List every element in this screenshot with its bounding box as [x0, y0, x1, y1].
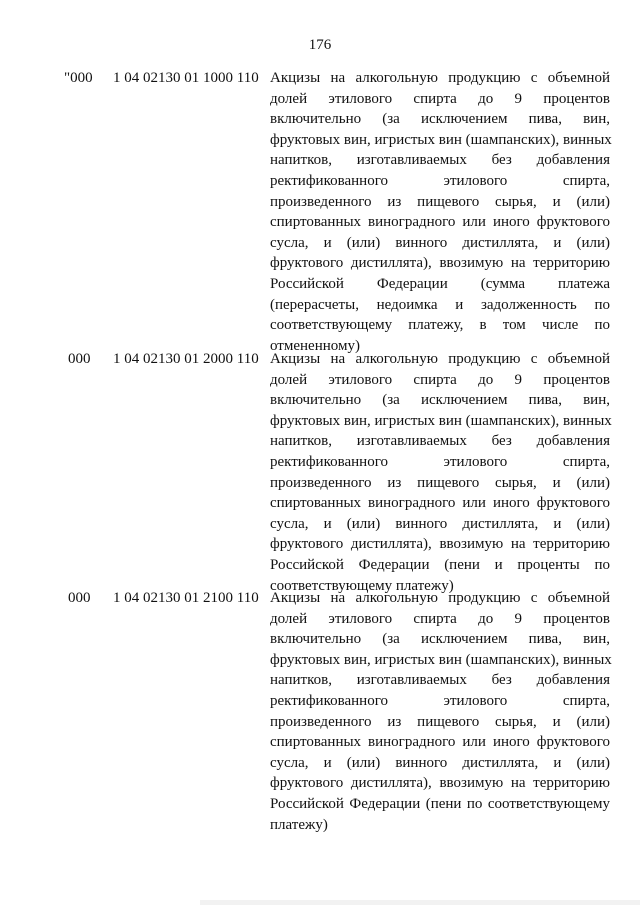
description-line: сусла, и (или) винного дистиллята, и (или): [270, 754, 610, 771]
entry-description: [270, 68, 610, 356]
description-line: отмененному): [270, 337, 360, 354]
description-line: долей этилового спирта до 9 процентов: [270, 371, 610, 388]
kbk-code: 1 04 02130 01 1000 110: [113, 70, 259, 86]
description-line: спиртованных виноградного или иного фруктового: [270, 214, 610, 231]
description-line: ректификованного этилового спирта,: [270, 172, 610, 189]
description-line: напитков, изготавливаемых без добавления: [270, 433, 610, 450]
kbk-code: 1 04 02130 01 2000 110: [113, 351, 259, 367]
description-line: произведенного из пищевого сырья, и (или): [270, 193, 610, 210]
description-line: соответствующему платежу): [270, 577, 454, 594]
description-line: Российской Федерации (пени по соответствующему: [270, 795, 610, 812]
description-line: Акцизы на алкогольную продукцию с объемной: [270, 351, 610, 367]
admin-code: "000: [64, 70, 93, 86]
description-line: фруктовых вин, игристых вин (шампанских), винных: [270, 131, 612, 148]
description-line: (перерасчеты, недоимка и задолженность по: [270, 296, 610, 313]
scan-edge-shadow: [200, 900, 640, 905]
description-line: Российской Федерации (сумма платежа: [270, 275, 610, 292]
description-line: платежу): [270, 816, 328, 833]
description-line: фруктовых вин, игристых вин (шампанских), винных: [270, 412, 612, 429]
description-line: спиртованных виноградного или иного фруктового: [270, 495, 610, 512]
description-line: соответствующему платежу, в том числе по: [270, 317, 610, 334]
description-line: долей этилового спирта до 9 процентов: [270, 90, 610, 107]
admin-code: 000: [68, 351, 91, 367]
page-number: 176: [308, 37, 332, 53]
description-line: включительно (за исключением пива, вин,: [270, 392, 610, 409]
entry-description: [270, 349, 610, 596]
description-line: Акцизы на алкогольную продукцию с объемной: [270, 70, 610, 86]
description-line: фруктовых вин, игристых вин (шампанских), винных: [270, 651, 612, 668]
description-line: напитков, изготавливаемых без добавления: [270, 672, 610, 689]
kbk-code: 1 04 02130 01 2100 110: [113, 590, 259, 606]
admin-code: 000: [68, 590, 91, 606]
description-line: фруктового дистиллята), ввозимую на территорию: [270, 536, 610, 553]
description-line: Российской Федерации (пени и проценты по: [270, 556, 610, 573]
description-line: сусла, и (или) винного дистиллята, и (или): [270, 234, 610, 251]
description-line: Акцизы на алкогольную продукцию с объемной: [270, 590, 610, 606]
entry-description: [270, 588, 610, 835]
description-line: ректификованного этилового спирта,: [270, 453, 610, 470]
description-line: сусла, и (или) винного дистиллята, и (или): [270, 515, 610, 532]
description-line: напитков, изготавливаемых без добавления: [270, 152, 610, 169]
description-line: включительно (за исключением пива, вин,: [270, 631, 610, 648]
description-line: произведенного из пищевого сырья, и (или): [270, 474, 610, 491]
description-line: фруктового дистиллята), ввозимую на территорию: [270, 775, 610, 792]
description-line: ректификованного этилового спирта,: [270, 692, 610, 709]
description-line: включительно (за исключением пива, вин,: [270, 111, 610, 128]
description-line: спиртованных виноградного или иного фруктового: [270, 734, 610, 751]
description-line: фруктового дистиллята), ввозимую на территорию: [270, 255, 610, 272]
description-line: произведенного из пищевого сырья, и (или): [270, 713, 610, 730]
description-line: долей этилового спирта до 9 процентов: [270, 610, 610, 627]
